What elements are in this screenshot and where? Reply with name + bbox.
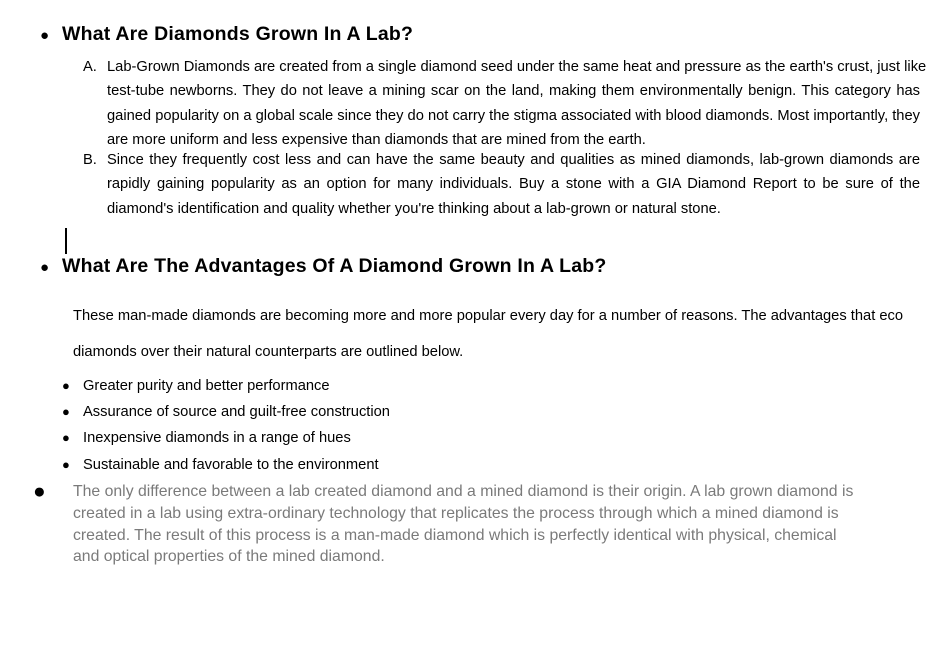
text-line[interactable]: diamond's identification and quality whether you're thinking about a lab-grown or natural stone. [107,200,721,217]
list-item-b-text[interactable] [107,148,920,221]
text-line[interactable]: Since they frequently cost less and can have the same beauty and qualities as mined diamonds, lab-grown diamonds are [107,152,920,168]
text-line[interactable]: are more uniform and less expensive than diamonds that are mined from the earth. [107,131,646,148]
heading-bullet-icon: ● [40,27,50,44]
list-item[interactable] [62,425,390,451]
note-paragraph[interactable] [30,481,923,568]
text-line[interactable]: These man-made diamonds are becoming more and more popular every day for a number of reasons. The advantages that eco [73,308,904,324]
intro-paragraph[interactable] [73,299,913,370]
list-item-text[interactable]: Inexpensive diamonds in a range of hues [83,430,351,447]
list-item[interactable] [62,452,390,478]
list-item-text[interactable]: Sustainable and favorable to the environment [83,456,379,473]
list-bullet-icon: ● [62,430,70,446]
list-bullet-icon: ● [62,456,70,472]
text-caret [65,228,67,254]
note-text[interactable] [73,481,923,568]
heading-text[interactable]: What Are The Advantages Of A Diamond Grown In A Lab? [62,255,607,277]
text-line[interactable]: test-tube newborns. They do not leave a mining scar on the land, making them environmentally benign. This category has [107,83,920,100]
heading-advantages[interactable] [40,255,607,278]
text-line[interactable]: The only difference between a lab created diamond and a mined diamond is their origin. A lab grown diamond is [73,483,854,500]
list-item[interactable] [62,373,390,399]
list-item-a-text[interactable] [107,55,927,152]
heading-what-are-lab-diamonds[interactable] [40,23,413,46]
list-item-text[interactable]: Assurance of source and guilt-free construction [83,404,390,421]
text-line[interactable]: Lab-Grown Diamonds are created from a single diamond seed under the same heat and pressure as the earth's crust, just like [107,59,927,75]
note-bullet-icon: ● [33,480,46,503]
text-line[interactable]: diamonds over their natural counterparts are outlined below. [73,343,464,360]
text-line[interactable]: created in a lab using extra-ordinary technology that replicates the process through which a mined diamond is [73,504,839,522]
list-bullet-icon: ● [62,404,70,420]
text-line[interactable]: and optical properties of the mined diamond. [73,548,385,566]
list-item-b[interactable] [83,148,920,221]
text-line[interactable]: gained popularity on a global scale since they do not carry the stigma associated with blood diamonds. Most importantly, they [107,107,920,124]
list-item-a-label: A. [83,59,97,75]
list-item-text[interactable]: Greater purity and better performance [83,378,330,394]
list-item-b-label: B. [83,152,97,168]
list-item-a[interactable] [83,55,927,152]
list-bullet-icon: ● [62,378,70,393]
heading-text[interactable]: What Are Diamonds Grown In A Lab? [62,23,414,45]
text-line[interactable]: created. The result of this process is a man-made diamond which is perfectly identical with physical, chemical [73,526,837,544]
advantages-list[interactable] [62,373,390,478]
heading-bullet-icon: ● [40,259,50,276]
list-item[interactable] [62,399,390,425]
text-line[interactable]: rapidly gaining popularity as an option for many individuals. Buy a stone with a GIA Diamond Report to be sure of the [107,176,920,193]
